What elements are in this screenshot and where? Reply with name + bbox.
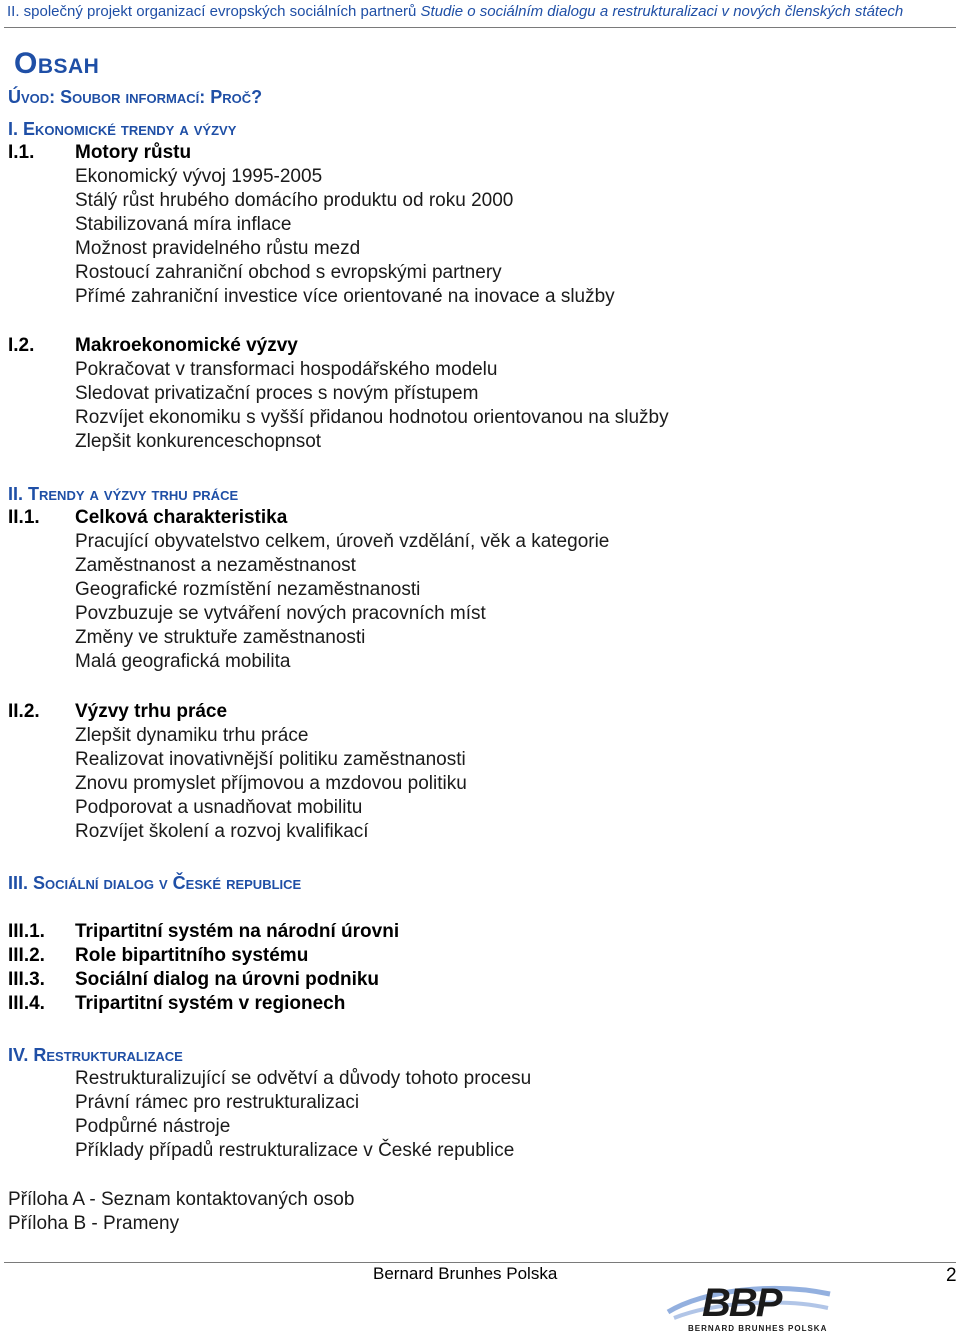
toc-item[interactable]: Stálý růst hrubého domácího produktu od roku 2000 — [75, 190, 514, 211]
toc-item[interactable]: Podporovat a usnadňovat mobilitu — [75, 797, 363, 818]
toc-item[interactable]: Možnost pravidelného růstu mezd — [75, 238, 361, 259]
toc-item[interactable]: Sledovat privatizační proces s novým přístupem — [75, 383, 479, 404]
toc-sub-number: III.1. — [8, 921, 45, 942]
toc-item[interactable]: Realizovat inovativnější politiku zaměstnanosti — [75, 749, 466, 770]
toc-item[interactable]: Příklady případů restrukturalizace v České republice — [75, 1140, 515, 1161]
toc-item[interactable]: Zlepšit dynamiku trhu práce — [75, 725, 309, 746]
logo-monogram: BBP — [702, 1281, 781, 1325]
page-number: 2 — [946, 1265, 957, 1286]
toc-item[interactable]: Povzbuzuje se vytváření nových pracovních míst — [75, 603, 486, 624]
toc-annex-b[interactable]: Příloha B - Prameny — [8, 1213, 180, 1234]
header-prefix: II. společný projekt organizací evropských sociálních partnerů — [7, 3, 421, 20]
toc-intro[interactable]: Úvod: Soubor informací: Proč? — [8, 87, 263, 107]
toc-subsection-2-2[interactable]: Výzvy trhu práce — [75, 701, 228, 722]
toc-item[interactable]: Restrukturalizující se odvětví a důvody tohoto procesu — [75, 1068, 532, 1089]
toc-subsection-3-3[interactable]: Sociální dialog na úrovni podniku — [75, 969, 380, 990]
header-text — [7, 0, 903, 24]
footer-author: Bernard Brunhes Polska — [373, 1264, 558, 1283]
toc-item[interactable]: Geografické rozmístění nezaměstnanosti — [75, 579, 421, 600]
toc-sub-number: II.1. — [8, 507, 40, 528]
toc-sub-number: II.2. — [8, 701, 40, 722]
header-study-title: Studie o sociálním dialogu a restrukturalizaci v nových členských státech — [420, 3, 904, 20]
toc-item[interactable]: Zaměstnanost a nezaměstnanost — [75, 555, 356, 576]
toc-sub-number: III.2. — [8, 945, 45, 966]
toc-subsection-3-2[interactable]: Role bipartitního systému — [75, 945, 309, 966]
toc-item[interactable]: Změny ve struktuře zaměstnanosti — [75, 627, 366, 648]
toc-item[interactable]: Přímé zahraniční investice více orientované na inovace a služby — [75, 286, 615, 307]
toc-item[interactable]: Právní rámec pro restrukturalizaci — [75, 1092, 360, 1113]
toc-item[interactable]: Ekonomický vývoj 1995-2005 — [75, 166, 323, 187]
toc-item[interactable]: Rostoucí zahraniční obchod s evropskými partnery — [75, 262, 502, 283]
toc-subsection-3-1[interactable]: Tripartitní systém na národní úrovni — [75, 921, 400, 942]
toc-item[interactable]: Pracující obyvatelstvo celkem, úroveň vzdělání, věk a kategorie — [75, 531, 610, 552]
toc-item[interactable]: Stabilizovaná míra inflace — [75, 214, 292, 235]
toc-annex-a[interactable]: Příloha A - Seznam kontaktovaných osob — [8, 1189, 355, 1210]
toc-sub-number: III.3. — [8, 969, 45, 990]
toc-item[interactable]: Malá geografická mobilita — [75, 651, 291, 672]
toc-section-1[interactable]: I. Ekonomické trendy a výzvy — [8, 119, 237, 139]
toc-subsection-1-2[interactable]: Makroekonomické výzvy — [75, 335, 298, 356]
toc-sub-number: I.2. — [8, 335, 35, 356]
toc-item[interactable]: Znovu promyslet příjmovou a mzdovou politiku — [75, 773, 467, 794]
toc-item[interactable]: Rozvíjet školení a rozvoj kvalifikací — [75, 821, 369, 842]
header-rule — [4, 27, 956, 28]
page-title: Obsah — [14, 47, 100, 80]
toc-item[interactable]: Zlepšit konkurenceschopnsot — [75, 431, 322, 452]
toc-subsection-3-4[interactable]: Tripartitní systém v regionech — [75, 993, 346, 1014]
toc-item[interactable]: Rozvíjet ekonomiku s vyšší přidanou hodnotou orientovanou na služby — [75, 407, 669, 428]
toc-section-3[interactable]: III. Sociální dialog v České republice — [8, 873, 302, 893]
running-header — [0, 0, 960, 30]
toc-sub-number: I.1. — [8, 142, 35, 163]
toc-item[interactable]: Podpůrné nástroje — [75, 1116, 231, 1137]
toc-section-4[interactable]: IV. Restrukturalizace — [8, 1045, 183, 1065]
toc-sub-number: III.4. — [8, 993, 45, 1014]
bbp-logo-icon — [664, 1272, 834, 1334]
toc-subsection-2-1[interactable]: Celková charakteristika — [75, 507, 288, 528]
toc-subsection-1-1[interactable]: Motory růstu — [75, 142, 192, 163]
toc-section-2[interactable]: II. Trendy a výzvy trhu práce — [8, 484, 239, 504]
logo-caption: BERNARD BRUNHES POLSKA — [688, 1324, 828, 1333]
toc-item[interactable]: Pokračovat v transformaci hospodářského modelu — [75, 359, 498, 380]
